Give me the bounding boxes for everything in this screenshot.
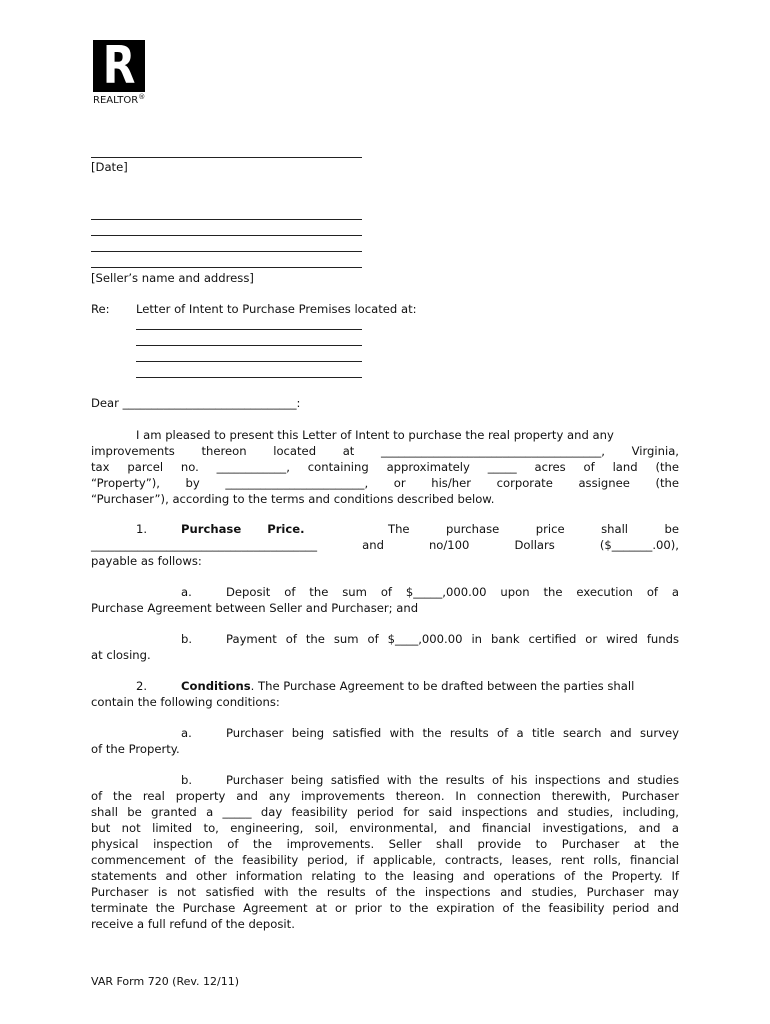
- section-2b-line: statements and other information relating to the leasing and operations of the Property. If: [91, 869, 679, 883]
- section-1a-letter: a.: [181, 585, 192, 599]
- section-2a-line-1: Purchaser being satisfied with the results of a title search and survey: [226, 726, 679, 740]
- section-2b-line: shall be granted a _____ day feasibility period for said inspections and studies, including,: [91, 805, 679, 819]
- date-blank-line: [91, 157, 362, 158]
- section-1-line-1: The purchase price shall be: [388, 522, 679, 536]
- premises-address-line: [136, 345, 362, 346]
- section-1a-line-1: Deposit of the sum of $_____,000.00 upon the execution of a: [226, 585, 679, 599]
- intro-line-4: “Property”), by ________________________, or his/her corporate assignee (the: [91, 476, 679, 490]
- section-2-line-1: Conditions. The Purchase Agreement to be drafted between the parties shall: [181, 679, 635, 693]
- premises-address-line: [136, 377, 362, 378]
- re-text: Letter of Intent to Purchase Premises located at:: [136, 302, 417, 316]
- seller-address-line: [91, 251, 362, 252]
- date-label: [Date]: [91, 160, 128, 174]
- section-1-line-2: _______________________________________ and no/100 Dollars ($_______.00),: [91, 538, 679, 552]
- section-2b-line-1: Purchaser being satisfied with the results of his inspections and studies: [226, 773, 679, 787]
- salutation: Dear ______________________________:: [91, 396, 301, 410]
- seller-address-line: [91, 267, 362, 268]
- intro-line-5: “Purchaser”), according to the terms and conditions described below.: [91, 492, 495, 506]
- section-2-heading: Conditions: [181, 679, 251, 693]
- intro-line-3: tax parcel no. ____________, containing approximately _____ acres of land (the: [91, 460, 679, 474]
- section-2b-line: commencement of the feasibility period, if applicable, contracts, leases, rent rolls, financial: [91, 853, 679, 867]
- section-2b-last-line: receive a full refund of the deposit.: [91, 917, 295, 931]
- seller-label: [Seller’s name and address]: [91, 271, 254, 285]
- section-1a-line-2: Purchase Agreement between Seller and Purchaser; and: [91, 601, 419, 615]
- seller-address-line: [91, 235, 362, 236]
- section-2-line-2: contain the following conditions:: [91, 695, 280, 709]
- realtor-logo: [93, 36, 145, 96]
- realtor-logo-label: REALTOR®: [93, 93, 146, 106]
- section-2-number: 2.: [136, 679, 148, 693]
- premises-address-line: [136, 361, 362, 362]
- section-1-line-3: payable as follows:: [91, 554, 202, 568]
- section-2b-line: Purchaser is not satisfied with the results of the inspections and studies, Purchaser may: [91, 885, 679, 899]
- section-1b-letter: b.: [181, 632, 193, 646]
- section-2b-line: but not limited to, engineering, soil, environmental, and financial investigations, and a: [91, 821, 679, 835]
- form-footer: VAR Form 720 (Rev. 12/11): [91, 975, 240, 988]
- section-1-heading: Purchase Price.: [181, 522, 305, 536]
- realtor-logo-mark: R: [102, 36, 136, 96]
- section-2b-line: terminate the Purchase Agreement at or prior to the expiration of the feasibility period and: [91, 901, 679, 915]
- section-1b-line-1: Payment of the sum of $____,000.00 in bank certified or wired funds: [226, 632, 679, 646]
- intro-line-1: I am pleased to present this Letter of Intent to purchase the real property and any: [136, 428, 614, 442]
- premises-address-line: [136, 329, 362, 330]
- section-2a-line-2: of the Property.: [91, 742, 180, 756]
- section-2a-letter: a.: [181, 726, 192, 740]
- re-label: Re:: [91, 302, 110, 316]
- intro-line-2: improvements thereon located at ______________________________________, Virginia,: [91, 444, 679, 458]
- section-2b-line: of the real property and any improvements thereon. In connection therewith, Purchaser: [91, 789, 679, 803]
- seller-address-line: [91, 219, 362, 220]
- section-1b-line-2: at closing.: [91, 648, 151, 662]
- section-2b-letter: b.: [181, 773, 193, 787]
- section-1-number: 1.: [136, 522, 148, 536]
- section-2b-line: physical inspection of the improvements. Seller shall provide to Purchaser at the: [91, 837, 679, 851]
